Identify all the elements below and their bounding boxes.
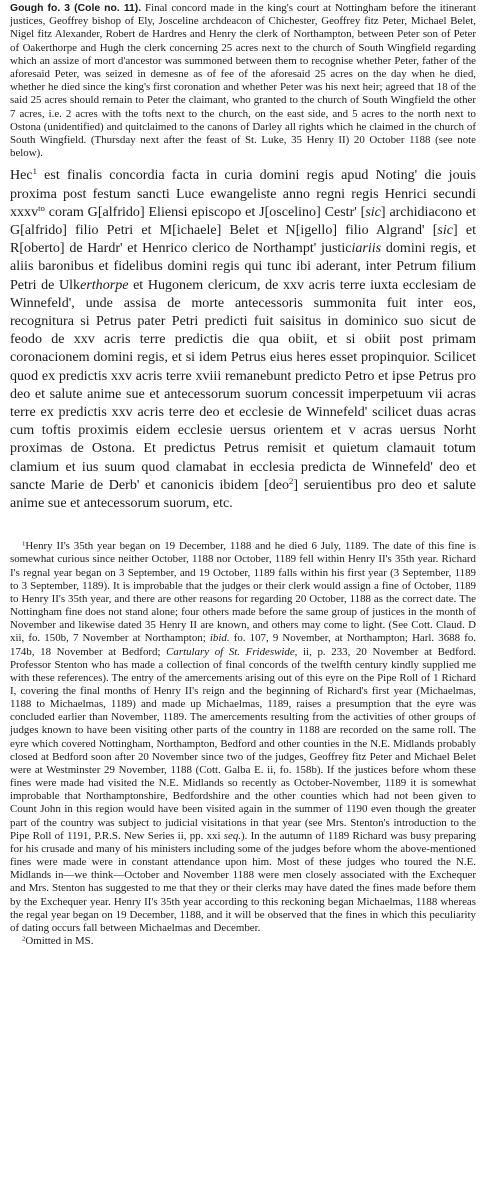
footnotes — [10, 540, 476, 948]
footnote-text: fo. 107, 9 November, at Northampton; Harl. 3688 fo. 174b, 18 November at Bedford; — [10, 632, 476, 658]
latin-text — [10, 166, 476, 512]
latin-segment: Hec — [10, 167, 33, 184]
footnote-italic: Cartulary of St. Frideswide — [166, 645, 295, 658]
footnote-marker[interactable]: 2 — [289, 476, 294, 487]
expanded-abbreviation: erthorpe — [80, 276, 129, 293]
footnote-text: ). In the autumn of 1189 Richard was busy preparing for his crusade and many of his ministers including some of the judges before whom the above-mentioned fines were made were in constant attendance upon him. Most of these judges who toured the N.E. Midlands in—we think—October and November 1188 were men closely associated with the Exchequer and Mrs. Stenton has suggested to me that they or their clerks may have dated the fines made before them by the Exchequer year. Henry II's 35th year according to this reckoning began Michaelmas, 1188 whereas the regal year began on 19 December, 1188, and it will be observed that the fines in which this peculiarity of dating occurs fall between Michaelmas and December. — [10, 829, 477, 934]
latin-segment: domini regis, et aliis baronibus et fidelibus domini regis qui tunc ibi aderant, inter Petrum filium Petri de Ulk — [10, 240, 477, 293]
document-page — [10, 2, 476, 948]
footnote-italic: seq. — [223, 829, 242, 842]
entry-heading: Gough fo. 3 (Cole no. 11). — [10, 3, 142, 14]
footnote-1 — [10, 540, 476, 935]
latin-segment: ] et R[oberto] de Hardr' et Henrico clerico de Northampt' justic — [10, 222, 476, 257]
calendar-summary — [10, 2, 476, 160]
footnote-number: 2 — [22, 935, 26, 943]
footnote-italic: ibid. — [209, 632, 230, 645]
latin-segment: est finalis concordia facta in curia domini regis apud Noting' die jouis proxima post festum sancti Luce ewangeliste anno regni regis Henrici secundi xxxv — [10, 167, 476, 220]
footnote-marker[interactable]: 1 — [32, 166, 37, 177]
sic-marker: sic — [365, 203, 381, 220]
latin-segment: coram G[alfrido] Eliensi episcopo et J[oscelino] Cestr' [ — [44, 203, 366, 220]
footnote-text: Henry II's 35th year began on 19 December, 1188 and he died 6 July, 1189. The date of this fine is somewhat curious since neither October, 1188 nor October, 1189 fell within Henry II's 35th year. Richard I's regnal year began on 3 September, and 19 October, 1189 falls within his first year (3 September, 1189 to 3 September, 1189). It is improbable that the judges or their clerk would assign a fine of October, 1189 to Henry II's 35th year, and there are other reasons for regarding 20 October, 1188 as the correct date. The Nottingham fine does not stand alone; four others made before the same group of justices in the month of November and likewise dated 35 Henry II are known, and others may come to light. (See Cott. Claud. D xii, fo. 150b, 7 November at Northampton; — [10, 540, 476, 645]
expanded-abbreviation: iariis — [351, 240, 382, 257]
latin-segment: ] seruientibus pro deo et salute anime sue et antecessorum suorum, etc. — [10, 476, 476, 512]
latin-segment: et Hugonem clericum, de xxv acris terre iuxta ecclesiam de Winnefeld', unde assisa de morte antecessoris summonita fuit inter eos, recognitura si Petrus pater Petri predicti fuit saisitus in dominico suo sicut de feodo de xxv acris terre predictis die qua obiit, et si obiit post primam coronacionem domini regis, et si idem Petrus eius heres esset propinquior. Scilicet quod ex predictis xxv acris terre xviii remanebunt predicto Petro et ipse Petrus pro deo et salute anime sue et antecessorum suorum concessit imperpetuum vii acras terre ex predictis xxv acris terre deo et ecclesie de Winnefeld' scilicet duas acras cum toftis proximis eidem ecclesie uersus orientem et v acras uersus Norht proximas de Ostona. Et predictus Petrus remisit et quietum clamauit totum clamium et ius suum quod clamabat in ecclesia predicta de Winnefeld' deo et sancte Marie de Derb' et canonicis ibidem [deo — [10, 276, 476, 493]
footnote-2 — [10, 935, 476, 948]
ordinal-superscript: to — [38, 203, 45, 214]
latin-segment: ] archidiacono et G[alfrido] filio Petri et M[ichaele] Belet et N[igello] filio Algrand' [ — [10, 203, 476, 239]
footnote-number: 1 — [22, 540, 26, 548]
summary-text: Final concord made in the king's court at Nottingham before the itinerant justices, Geoffrey bishop of Ely, Josceline archdeacon of Chichester, Geoffrey fitz Peter, Michael Belet, Nigel fitz Alexander, Robert de Hardres and Henry the clerk of Northampton, between Peter son of Peter of Oakerthorpe and Hugh the clerk concerning 25 acres next to the church of South Wingfield regarding which an assize of mort d'ancestor was summoned between them to recognise whether Peter, father of the aforesaid Peter, was seized in demesne as of fee of the aforesaid 25 acres on the day when he died, whether he died since the king's first coronation and whether Peter was his next heir; agreed that 18 of the said 25 acres should remain to Peter the claimant, who granted to the church of South Wingfield the other 7 acres, i.e. 2 acres with the tofts next to the church, on the east side, and 5 acres to the north next to Ostona (unidentified) and quitclaimed to the canons of Darley all rights which he claimed in the church of South Wingfield. (Thursday next after the feast of St. Luke, 35 Henry II) 20 October 1188 (see note below). — [10, 2, 476, 160]
footnote-text: Omitted in MS. — [25, 934, 94, 947]
footnote-text: , ii, p. 233, 20 November at Bedford. Professor Stenton who has made a collection of final concords of the twelfth century kindly supplied me with these references). The entry of the amercements arising out of this eyre on the Pipe Roll of 1 Richard I, covering the final months of Henry II's reign and the beginning of Richard's first year (Michaelmas, 1188 to Michaelmas, 1189) and made up Michaelmas, 1189, raises a presumption that the eyre was concluded earlier than November, 1189. The amercements resulting from the activities of other groups of judges known to have been visiting other parts of the country in 1188 are recorded on the same roll. The eyre which covered Nottingham, Northampton, Bedford and other counties in the N.E. Midlands probably closed at Bedford soon after 20 November since two of the judges, Geoffrey fitz Peter and Michael Belet were at Westminster 29 November, 1188 (Cott. Galba E. ii, fo. 158b). If the justices before whom these fines were made had visited the N.E. Midlands so recently as October-November, 1189 it is somewhat improbable that Northamptonshire, Bedfordshire and the other counties which had not been given to Count John in this region would have been visited again in the summer of 1190 even though the greater part of the country was subject to judicial visitations in that year (see Mrs. Stenton's introduction to the Pipe Roll of 1191, P.R.S. New Series ii, pp. xxi — [10, 645, 476, 842]
sic-marker: sic — [437, 222, 454, 239]
